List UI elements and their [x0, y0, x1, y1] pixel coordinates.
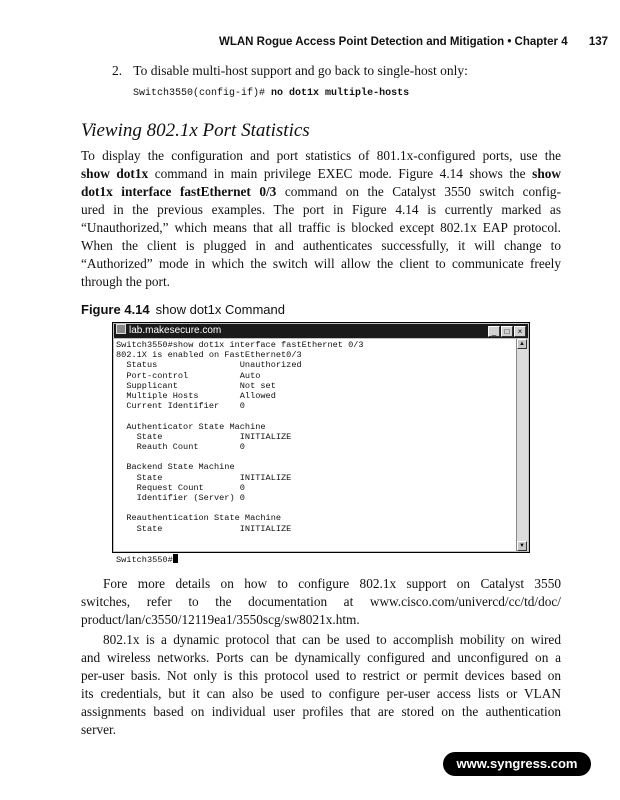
page-number: 137: [588, 36, 608, 48]
window-controls: [487, 325, 526, 339]
text-line: When the client is plugged in and authenticates successfully, it will change to: [81, 238, 561, 253]
text-line: server.: [81, 722, 117, 737]
code-line: [133, 88, 409, 99]
cursor-icon: [173, 554, 178, 563]
paragraph-port-statistics: [81, 147, 561, 291]
console-line: Multiple Hosts Allowed: [116, 391, 276, 402]
console-line: Status Unauthorized: [116, 360, 302, 371]
console-line: Backend State Machine: [116, 462, 235, 473]
figure-caption: [81, 302, 285, 317]
text-line: “Authorized” mode in which the switch will allow the client to communicate freely: [81, 256, 561, 271]
console-line: [116, 411, 516, 421]
console-line: Port-control Auto: [116, 370, 261, 381]
chapter-title: WLAN Rogue Access Point Detection and Mitigation • Chapter 4: [218, 36, 568, 48]
section-heading: Viewing 802.1x Port Statistics: [81, 120, 310, 141]
terminal-window: [112, 322, 530, 566]
terminal-output[interactable]: [114, 339, 516, 566]
close-icon[interactable]: ×: [514, 326, 526, 337]
text-line: 802.1x is a dynamic protocol that can be used to accomplish mobility on wired: [103, 632, 561, 647]
vertical-scrollbar[interactable]: [516, 339, 528, 551]
text-line: switches, refer to the documentation at www.cisco.com/univercd/cc/td/doc/: [81, 594, 561, 609]
paragraph-more-details: [81, 575, 561, 629]
console-line: State INITIALIZE: [116, 523, 292, 534]
figure-label: Figure 4.14: [81, 302, 150, 317]
text-line: “Unauthorized,” which means that all traffic is blocked except 802.1x EAP protocol.: [81, 220, 561, 235]
console-line: [116, 534, 516, 544]
text-line: and wireless networks. Ports can be dynamically configured and unconfigured on a: [81, 650, 561, 665]
console-line: Current Identifier 0: [116, 401, 245, 412]
window-title: lab.makesecure.com: [129, 325, 222, 336]
console-line: Switch3550#: [116, 554, 516, 565]
console-line: [116, 544, 516, 554]
terminal-icon: [116, 324, 126, 334]
console-line: Reauth Count 0: [116, 442, 245, 453]
step-number: 2.: [112, 63, 123, 78]
maximize-icon[interactable]: □: [501, 326, 513, 337]
console-line: Identifier (Server) 0: [116, 493, 245, 504]
text-line: show dot1x command in main privilege EXEC mode. Figure 4.14 shows the show: [81, 166, 561, 181]
console-line: Reauthentication State Machine: [116, 513, 282, 524]
console-line: [116, 503, 516, 513]
text-line: dot1x interface fastEthernet 0/3 command on the Catalyst 3550 switch config-: [81, 184, 561, 199]
console-line: Request Count 0: [116, 482, 245, 493]
text-line: product/lan/c3550/12119ea1/3550scg/sw8021x.htm.: [81, 612, 360, 627]
minimize-icon[interactable]: _: [488, 326, 500, 337]
text-line: To display the configuration and port statistics of 801.1x-configured ports, use the: [81, 148, 561, 163]
text-line: Fore more details on how to configure 802.1x support on Catalyst 3550: [103, 576, 561, 591]
text-line: through the port.: [81, 274, 171, 289]
step-item: [112, 63, 468, 79]
text-line: ured in the previous examples. The port in Figure 4.14 is currently marked as: [81, 202, 561, 217]
text-line: assignments based on individual user profiles that are stored on the authentication: [81, 704, 561, 719]
step-text: To disable multi-host support and go back to single-host only:: [133, 63, 468, 78]
paragraph-dynamic-protocol: [81, 631, 561, 739]
text-line: its credentials, but it can also be used to configure per-user access lists or VLAN: [81, 686, 561, 701]
code-prompt: Switch3550(config-if)#: [133, 88, 266, 99]
bold-command: show: [532, 166, 561, 181]
console-line: Supplicant Not set: [116, 380, 276, 391]
text-line: per-user basis. Not only is this protocol used to restrict or permit devices based on: [81, 668, 561, 683]
console-line: Authenticator State Machine: [116, 421, 266, 432]
window-titlebar: [114, 324, 528, 338]
console-line: Switch3550#show dot1x interface fastEthernet 0/3: [116, 340, 364, 350]
code-command: no dot1x multiple-hosts: [271, 88, 410, 99]
scroll-down-icon[interactable]: ▼: [517, 541, 527, 551]
bold-command: dot1x interface fastEthernet 0/3: [81, 184, 277, 199]
console-line: State INITIALIZE: [116, 431, 292, 442]
console-line: 802.1X is enabled on FastEthernet0/3: [116, 350, 302, 361]
console-line: State INITIALIZE: [116, 472, 292, 483]
publisher-website: www.syngress.com: [443, 752, 591, 776]
figure-caption-text: show dot1x Command: [155, 302, 285, 317]
bold-command: show dot1x: [81, 166, 149, 181]
running-header: [0, 36, 608, 48]
console-line: [116, 452, 516, 462]
scroll-up-icon[interactable]: ▲: [517, 339, 527, 349]
